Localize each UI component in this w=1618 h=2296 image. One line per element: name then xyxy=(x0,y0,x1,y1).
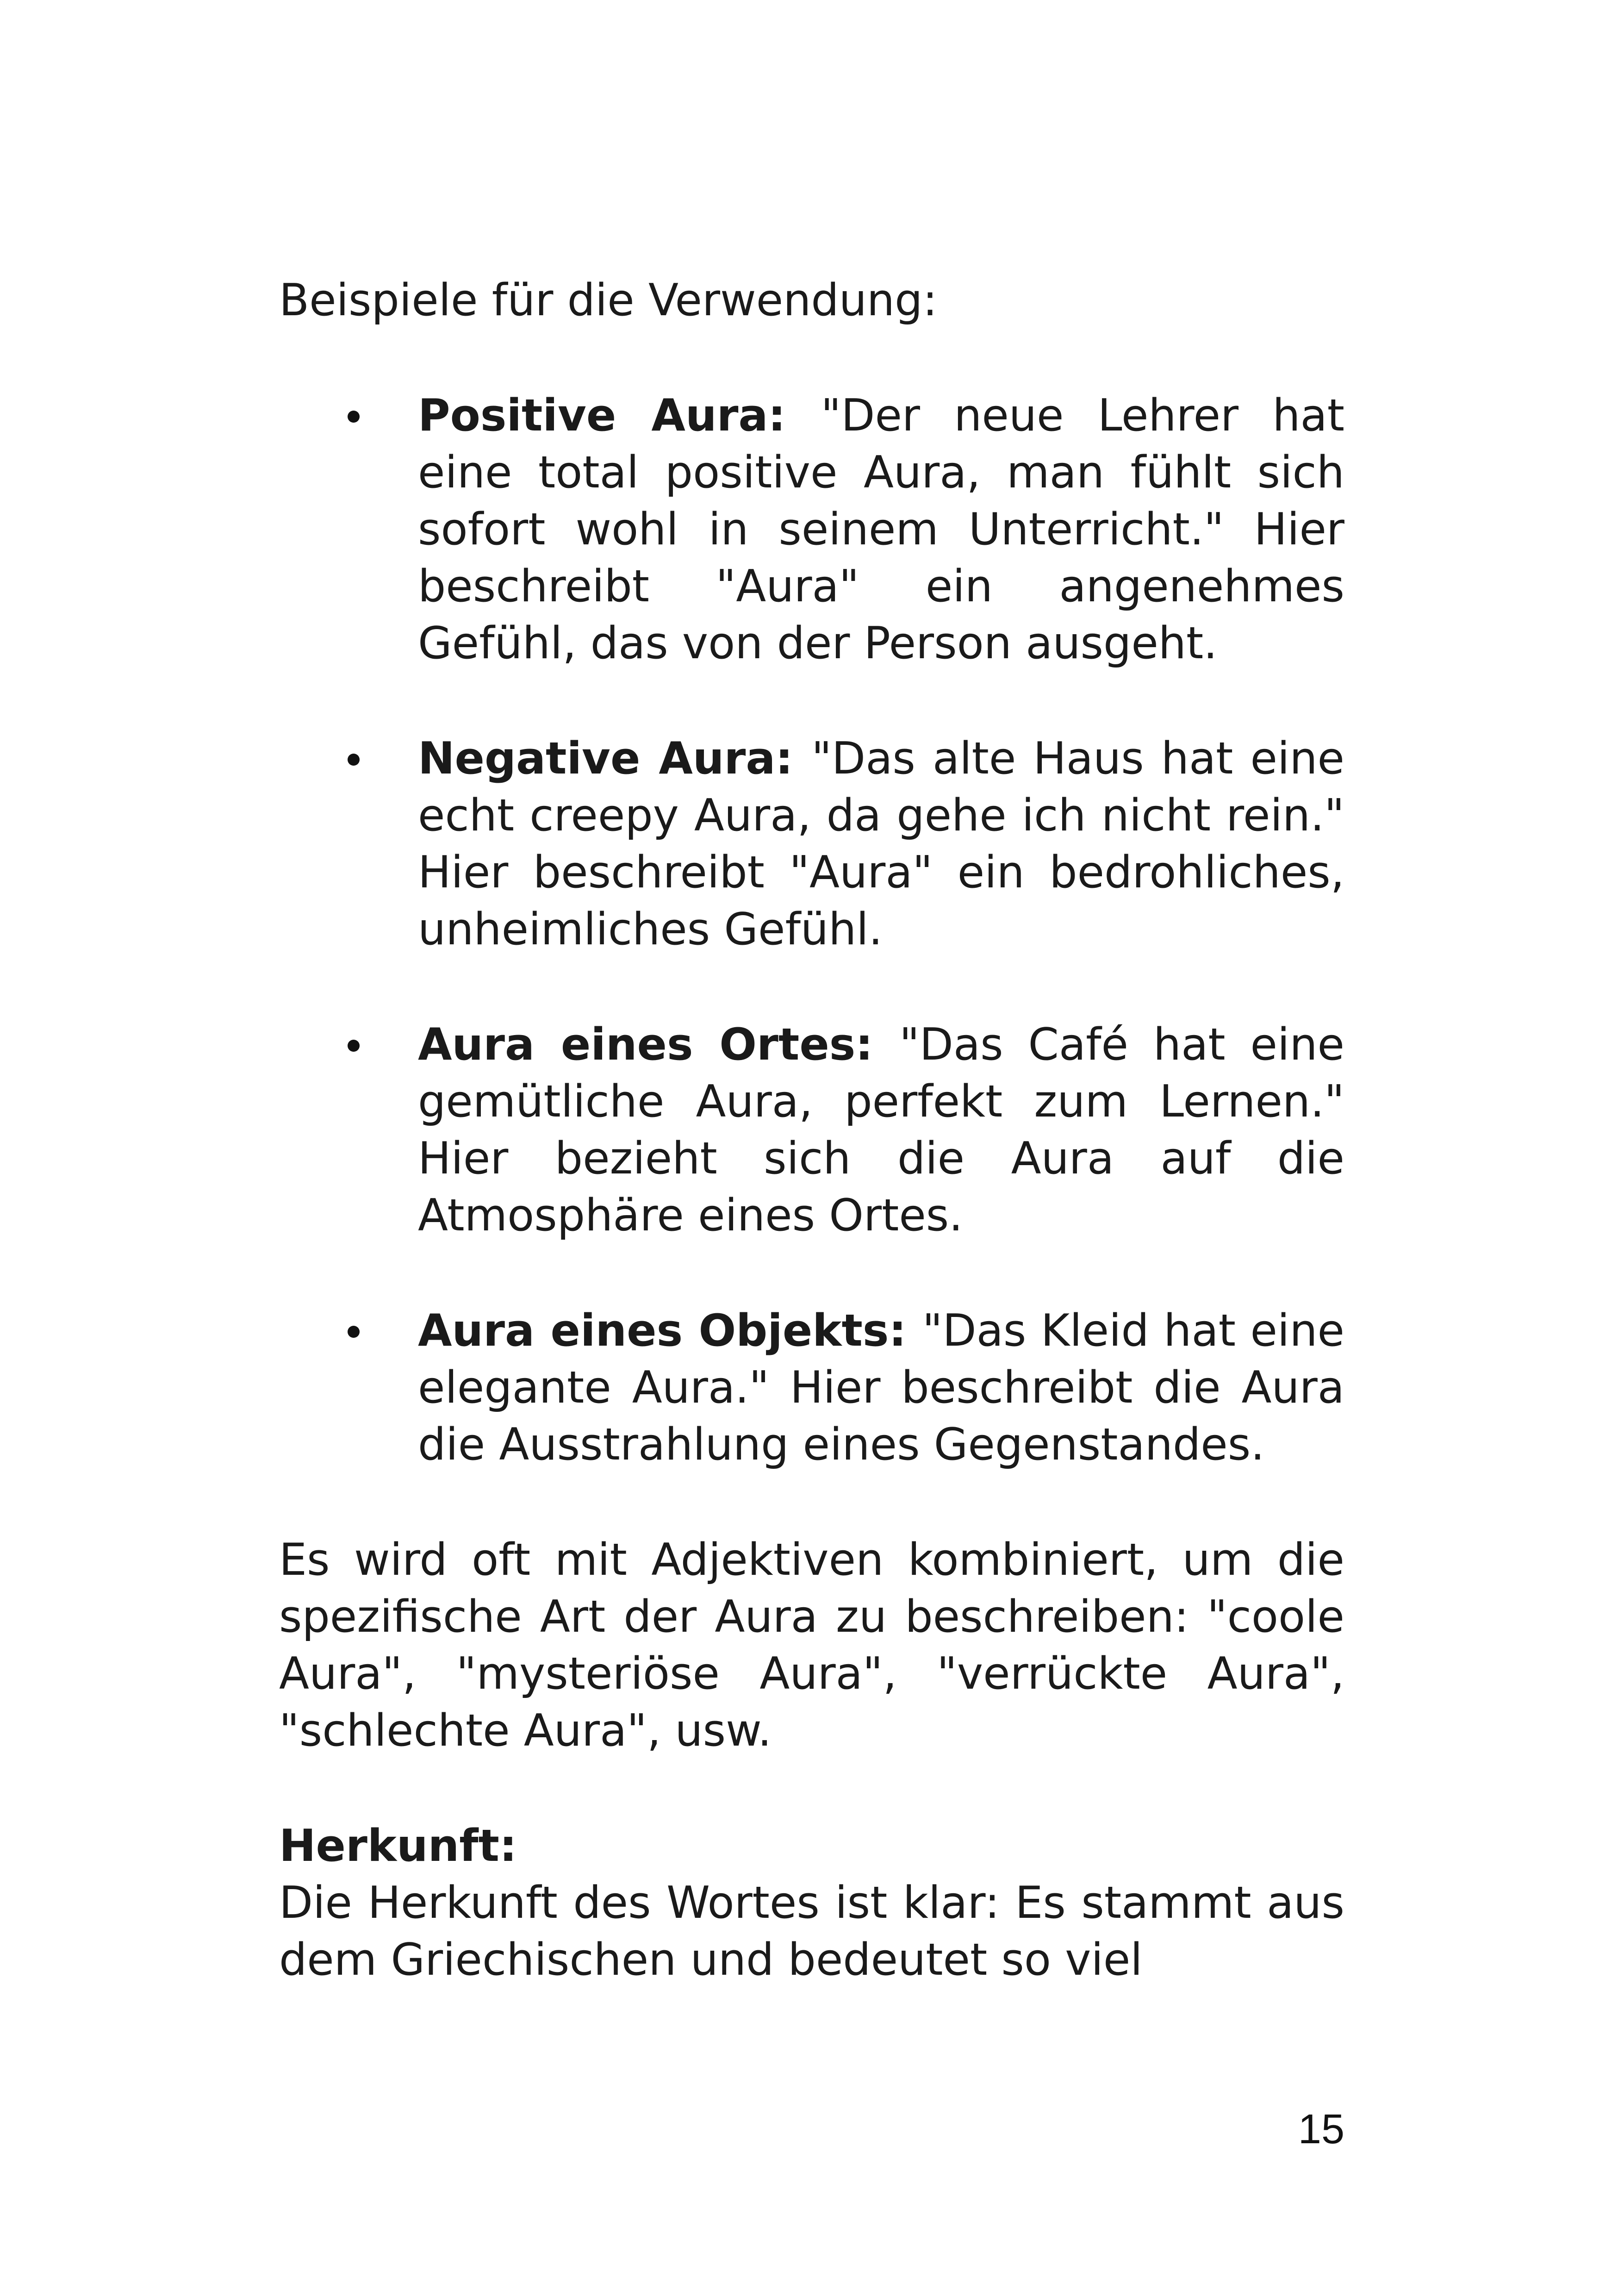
origin-text: Die Herkunft des Wortes ist klar: Es stammt aus dem Griechischen und bedeutet so viel xyxy=(279,1878,1344,1985)
bullet-icon xyxy=(348,1326,360,1338)
examples-list xyxy=(279,387,1344,1473)
page-content xyxy=(279,272,1344,1989)
example-text: "Der neue Lehrer hat eine total positive Aura, man fühlt sich sofort wohl in seinem Unterricht." Hier beschreibt "Aura" ein angenehmes Gefühl, das von der Person ausgeht. xyxy=(418,390,1344,669)
origin-heading: Herkunft: xyxy=(279,1821,517,1872)
page-number: 15 xyxy=(1298,2106,1344,2152)
list-item xyxy=(279,1303,1344,1473)
example-term: Positive Aura: xyxy=(418,390,821,441)
list-item xyxy=(279,1017,1344,1244)
example-term: Aura eines Objekts: xyxy=(418,1305,922,1356)
list-item xyxy=(279,730,1344,958)
intro-text: Beispiele für die Verwendung: xyxy=(279,275,938,326)
bullet-icon xyxy=(348,411,360,423)
example-term: Aura eines Ortes: xyxy=(418,1019,900,1070)
example-term: Negative Aura: xyxy=(418,733,812,784)
example-text: "Das alte Haus hat eine echt creepy Aura, da gehe ich nicht rein." Hier beschreibt "Aura" ein bedrohliches, unheimliches Gefühl. xyxy=(418,733,1344,955)
bullet-icon xyxy=(348,754,360,766)
bullet-icon xyxy=(348,1040,360,1052)
example-text: "Das Café hat eine gemütliche Aura, perfekt zum Lernen." Hier bezieht sich die Aura auf die Atmosphäre eines Ortes. xyxy=(418,1019,1344,1241)
example-text: "Das Kleid hat eine elegante Aura." Hier beschreibt die Aura die Ausstrahlung eines Gegenstandes. xyxy=(418,1305,1344,1470)
list-item xyxy=(279,387,1344,672)
adjectives-paragraph: Es wird oft mit Adjektiven kombiniert, um die spezifische Art der Aura zu beschreiben: "coole Aura", "mysteriöse Aura", "verrückte Aura", "schlechte Aura", usw. xyxy=(279,1535,1344,1756)
